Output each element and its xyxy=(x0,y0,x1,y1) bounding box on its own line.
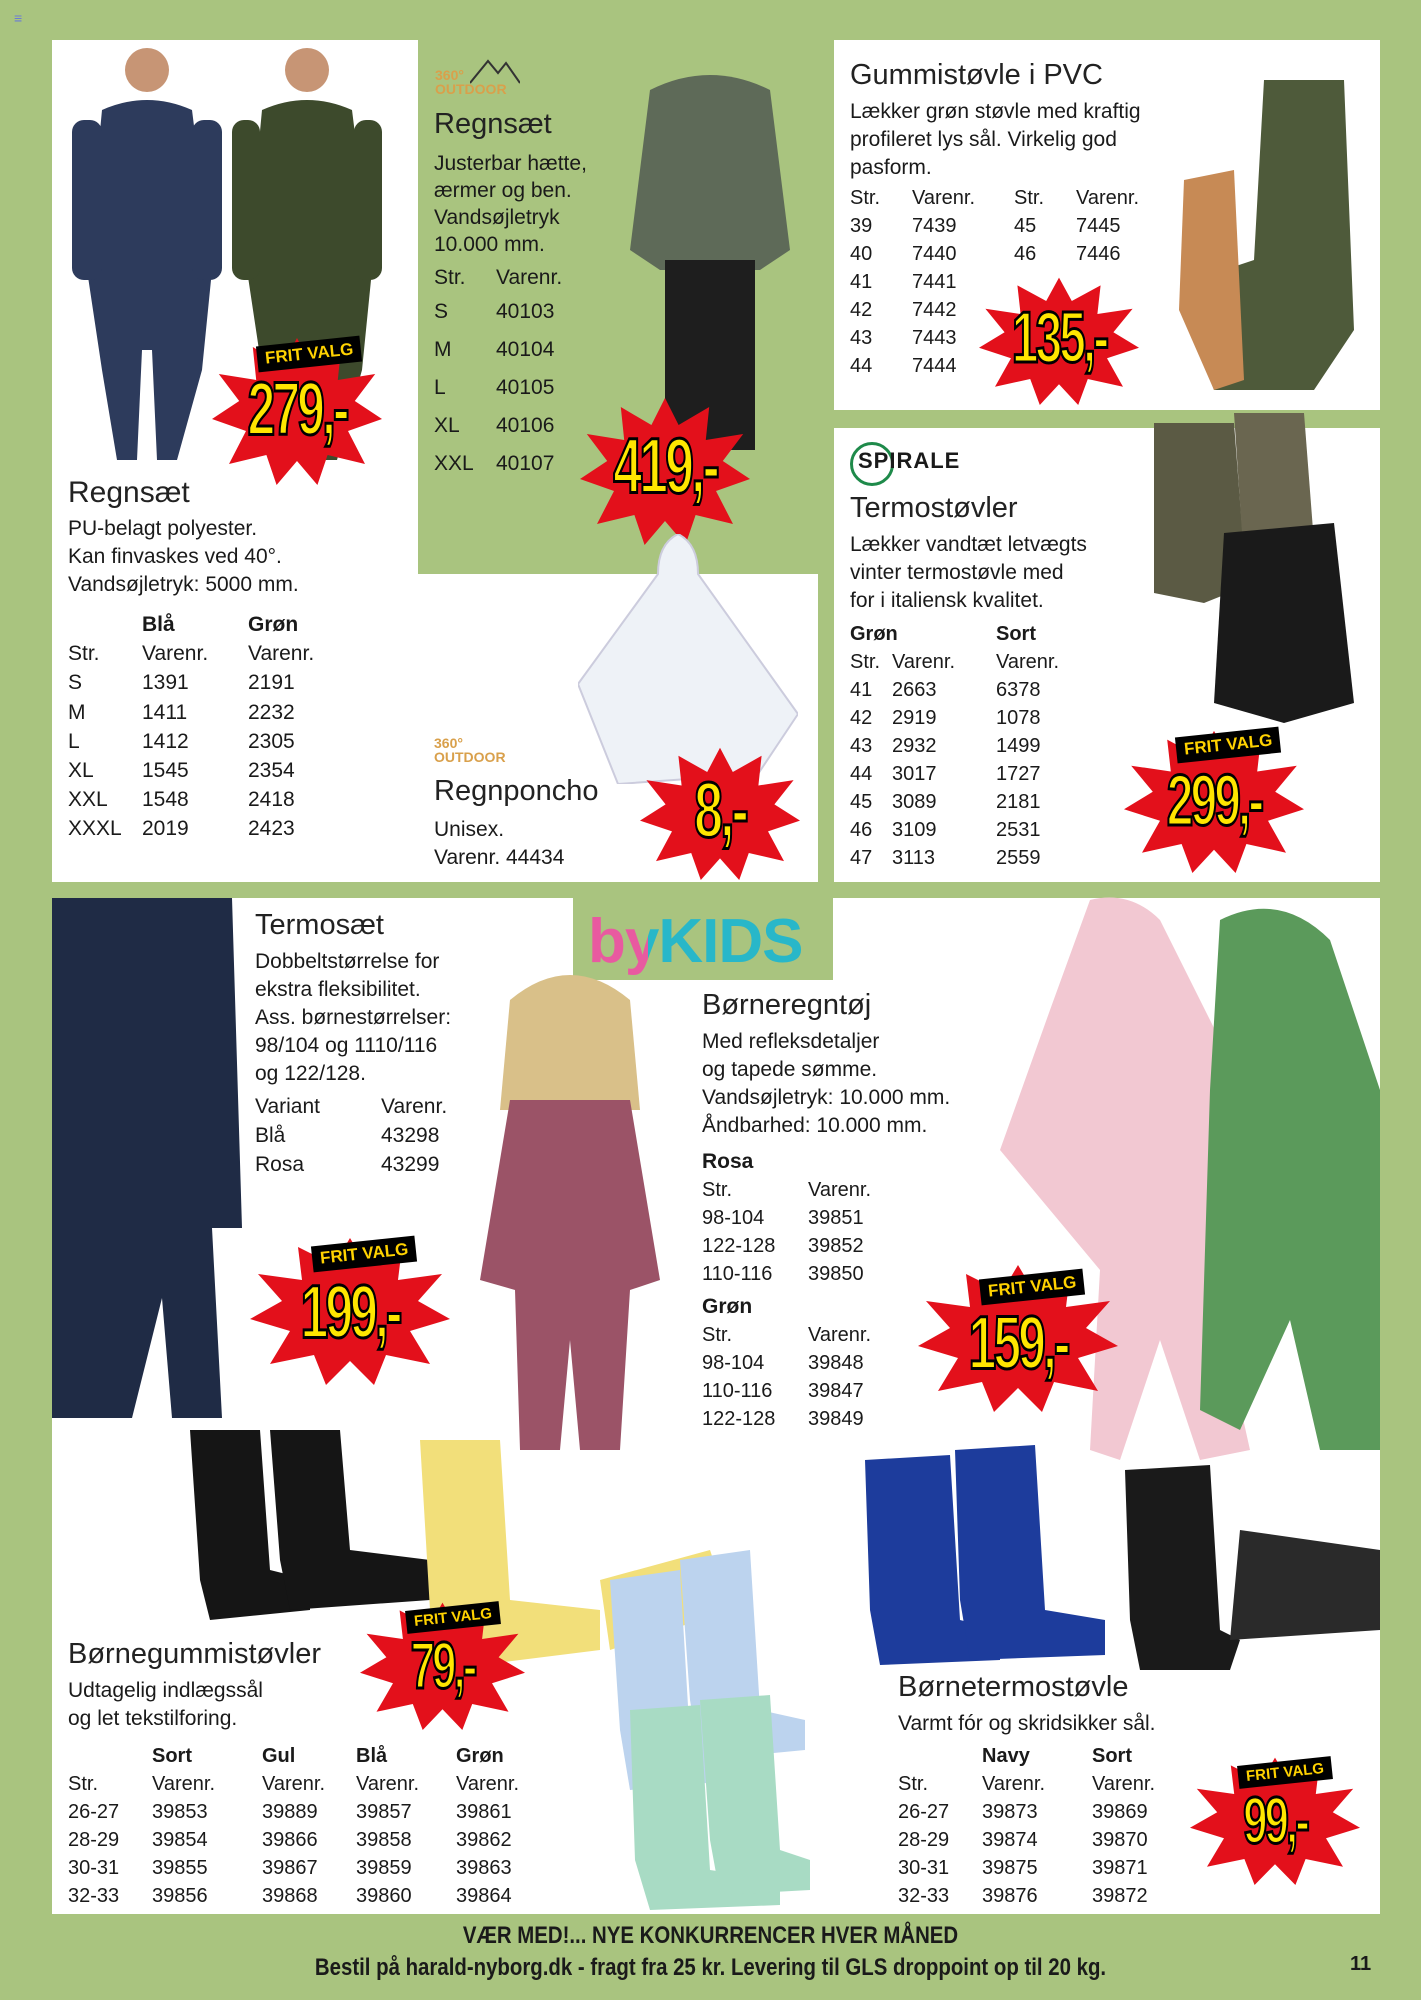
table-row: 98-104 39848 xyxy=(702,1352,864,1374)
product-title: Børnetermostøvle xyxy=(898,1671,1129,1703)
table-row: 42 7442 xyxy=(850,299,957,321)
product-desc-3: Vandsøjletryk: 5000 mm. xyxy=(68,573,299,596)
price-label: 79,- xyxy=(410,1629,475,1703)
frit-valg-badge: FRIT VALG xyxy=(256,336,363,373)
table-row: S 40103 xyxy=(434,299,555,323)
girl-thermo-image xyxy=(470,960,680,1450)
table-row: 110-116 39847 xyxy=(702,1380,864,1402)
frit-valg-badge: FRIT VALG xyxy=(311,1236,418,1273)
table-row: 28-29 39874 39870 xyxy=(898,1829,1148,1851)
mountain-logo-icon xyxy=(470,55,520,85)
product-desc-3: Vandsøjletryk xyxy=(434,206,560,229)
page-number: 11 xyxy=(1350,1953,1372,1975)
product-desc-2: og let tekstilforing. xyxy=(68,1707,238,1730)
table-row: XXXL 2019 2423 xyxy=(68,817,295,841)
price-label: 419,- xyxy=(613,423,717,511)
product-desc-1: Lækker grøn støvle med kraftig xyxy=(850,100,1141,123)
price-burst xyxy=(1190,1755,1360,1885)
product-desc-4: 10.000 mm. xyxy=(434,233,545,256)
product-desc-3: for i italiensk kvalitet. xyxy=(850,589,1044,612)
price-label: 8,- xyxy=(694,767,746,855)
table-row: 43 7443 xyxy=(850,327,957,349)
price-burst xyxy=(360,1600,525,1730)
product-desc-1: Justerbar hætte, xyxy=(434,152,587,175)
size-table-gron: Str. Varenr. 98-104 39848 110-116 39847 122-128 39849 xyxy=(702,1323,871,1435)
table-row: 39 7439 45 7445 xyxy=(850,215,1121,237)
product-desc-3: pasform. xyxy=(850,156,932,179)
rain-jacket-image xyxy=(620,50,800,450)
table-row: 122-128 39852 xyxy=(702,1235,864,1257)
footer-line-1: VÆR MED!... NYE KONKURRENCER HVER MÅNED xyxy=(462,1922,959,1949)
product-desc-2: Varenr. 44434 xyxy=(434,846,565,869)
panel-pvc-boot xyxy=(834,40,1380,410)
table-row: M 40104 xyxy=(434,337,555,361)
price-label: 199,- xyxy=(300,1270,400,1354)
price-label: 279,- xyxy=(247,367,347,451)
product-desc-2: vinter termostøvle med xyxy=(850,561,1064,584)
size-table: Str. Varenr. S 40103 M 40104 L 40105 XL 40106 XXL 40107 xyxy=(434,265,562,484)
frit-valg-badge: FRIT VALG xyxy=(1175,727,1282,764)
footer-line-2: Bestil på harald-nyborg.dk - fragt fra 25 kr. Levering til GLS droppoint op til 20 kg. xyxy=(314,1954,1107,1981)
table-row: 122-128 39849 xyxy=(702,1408,864,1430)
product-desc-3: Ass. børnestørrelser: xyxy=(255,1006,452,1029)
table-row: 46 3109 2531 xyxy=(850,819,1041,841)
price-burst xyxy=(580,395,750,545)
color-label-rosa: Rosa xyxy=(702,1150,754,1173)
product-desc-2: profileret lys sål. Virkelig god xyxy=(850,128,1117,151)
table-row: 45 3089 2181 xyxy=(850,791,1041,813)
size-table-rosa: Str. Varenr. 98-104 39851 122-128 39852 110-116 39850 xyxy=(702,1178,871,1290)
size-table: Navy Sort Str. Varenr. Varenr. 26-27 39873 39869 28-29 39874 39870 30-31 39875 39871 32-33 39876 39872 xyxy=(898,1744,1155,1912)
product-title: Termostøvler xyxy=(850,492,1018,524)
table-row: 26-27 39853 39889 39857 39861 xyxy=(68,1801,512,1823)
product-desc-1: Varmt fór og skridsikker sål. xyxy=(898,1712,1156,1735)
panel-thermo-boot xyxy=(834,428,1380,882)
product-desc-2: og tapede sømme. xyxy=(702,1058,878,1081)
product-desc-2: ærmer og ben. xyxy=(434,179,572,202)
table-row: XXL 40107 xyxy=(434,451,555,475)
product-title: Børnegummistøvler xyxy=(68,1638,321,1670)
product-desc-5: og 122/128. xyxy=(255,1062,366,1085)
table-row: 40 7440 46 7446 xyxy=(850,243,1121,265)
product-desc-3: Vandsøjletryk: 10.000 mm. xyxy=(702,1086,951,1109)
table-row: L 1412 2305 xyxy=(68,729,295,753)
product-desc-1: Lækker vandtæt letvægts xyxy=(850,533,1087,556)
product-desc-1: Unisex. xyxy=(434,818,505,841)
price-label: 159,- xyxy=(968,1301,1068,1385)
360-outdoor-logo: 360° OUTDOOR xyxy=(435,67,507,97)
table-row: 30-31 39855 39867 39859 39863 xyxy=(68,1857,512,1879)
price-burst xyxy=(1124,728,1304,873)
360-outdoor-logo: 360° OUTDOOR xyxy=(434,735,506,765)
product-title: Termosæt xyxy=(255,909,384,941)
price-burst xyxy=(640,745,800,880)
price-burst xyxy=(212,335,382,485)
price-label: 99,- xyxy=(1243,1784,1307,1858)
table-row: 28-29 39854 39866 39858 39862 xyxy=(68,1829,512,1851)
table-row: L 40105 xyxy=(434,375,555,399)
green-boot-image xyxy=(1174,70,1374,400)
table-row: M 1411 2232 xyxy=(68,700,295,724)
table-row: S 1391 2191 xyxy=(68,671,295,695)
table-row: XL 1545 2354 xyxy=(68,758,295,782)
frit-valg-badge: FRIT VALG xyxy=(1237,1756,1333,1789)
variant-table: Variant Varenr. Blå 43298 Rosa 43299 xyxy=(255,1094,447,1182)
product-desc-4: Åndbarhed: 10.000 mm. xyxy=(702,1114,928,1137)
table-row: 26-27 39873 39869 xyxy=(898,1801,1148,1823)
price-burst xyxy=(918,1262,1118,1412)
price-burst xyxy=(250,1235,450,1385)
size-table: Grøn Sort Str. Varenr. Varenr. 41 2663 6378 42 2919 1078 43 2932 1499 44 3017 1727 45 3089 2181 46 3109 2531 47 3113 2559 xyxy=(850,622,1059,874)
brand-name: SPIRALE xyxy=(858,448,961,473)
bykids-logo: byKIDS xyxy=(588,905,802,979)
menu-mark-icon: ≡ xyxy=(14,10,23,26)
table-row: XL 40106 xyxy=(434,413,555,437)
table-row: 42 2919 1078 xyxy=(850,707,1041,729)
product-desc-1: Med refleksdetaljer xyxy=(702,1030,880,1053)
frit-valg-badge: FRIT VALG xyxy=(405,1601,501,1634)
price-label: 135,- xyxy=(1011,298,1107,379)
product-desc-2: ekstra fleksibilitet. xyxy=(255,978,421,1001)
table-row: 110-116 39850 xyxy=(702,1263,864,1285)
product-desc-1: Udtagelig indlægssål xyxy=(68,1679,263,1702)
product-title: Regnsæt xyxy=(434,108,552,140)
table-row: 32-33 39856 39868 39860 39864 xyxy=(68,1885,512,1907)
table-row: 32-33 39876 39872 xyxy=(898,1885,1148,1907)
product-title: Gummistøvle i PVC xyxy=(850,59,1103,91)
frit-valg-badge: FRIT VALG xyxy=(979,1269,1086,1306)
product-desc-1: PU-belagt polyester. xyxy=(68,517,258,540)
size-table: Sort Gul Blå Grøn Str. Varenr. Varenr. Varenr. Varenr. 26-27 39853 39889 39857 39861 28-29 39854 39866 39858 39862 30-31 39855 39867 39859 39863 32-33 39856 39868 39860 39864 xyxy=(68,1744,519,1912)
product-desc-4: 98/104 og 1110/116 xyxy=(255,1034,438,1057)
table-row: Rosa 43299 xyxy=(255,1153,440,1177)
product-title: Regnsæt xyxy=(68,476,190,509)
table-row: 41 7441 xyxy=(850,271,957,293)
table-row: XXL 1548 2418 xyxy=(68,788,295,812)
table-row: 44 3017 1727 xyxy=(850,763,1041,785)
table-row: 41 2663 6378 xyxy=(850,679,1041,701)
size-table: Blå Grøn Str. Varenr. Varenr. S 1391 2191 M 1411 2232 L 1412 2305 XL 1545 2354 XXL 1548 2418 XXXL 2019 2423 xyxy=(68,612,314,846)
product-desc-2: Kan finvaskes ved 40°. xyxy=(68,545,282,568)
kids-thermo-boots-image xyxy=(860,1440,1380,1670)
price-label: 299,- xyxy=(1166,761,1262,842)
table-row: Blå 43298 xyxy=(255,1124,440,1148)
quilted-set-image xyxy=(52,898,242,1418)
table-row: 30-31 39875 39871 xyxy=(898,1857,1148,1879)
size-table: Str. Varenr. Str. Varenr. 39 7439 45 7445 40 7440 46 7446 41 7441 42 7442 43 7443 44 7444 xyxy=(850,186,1139,382)
thermo-boots-image xyxy=(1134,403,1374,723)
product-title: Børneregntøj xyxy=(702,989,872,1021)
price-burst xyxy=(979,275,1139,405)
product-desc-1: Dobbeltstørrelse for xyxy=(255,950,440,973)
table-row: 43 2932 1499 xyxy=(850,735,1041,757)
table-row: 98-104 39851 xyxy=(702,1207,864,1229)
table-row: 44 7444 xyxy=(850,355,957,377)
product-title: Regnponcho xyxy=(434,775,599,807)
panel-rainsuit-pu xyxy=(52,40,418,882)
table-row: 47 3113 2559 xyxy=(850,847,1041,869)
color-label-gron: Grøn xyxy=(702,1295,753,1318)
